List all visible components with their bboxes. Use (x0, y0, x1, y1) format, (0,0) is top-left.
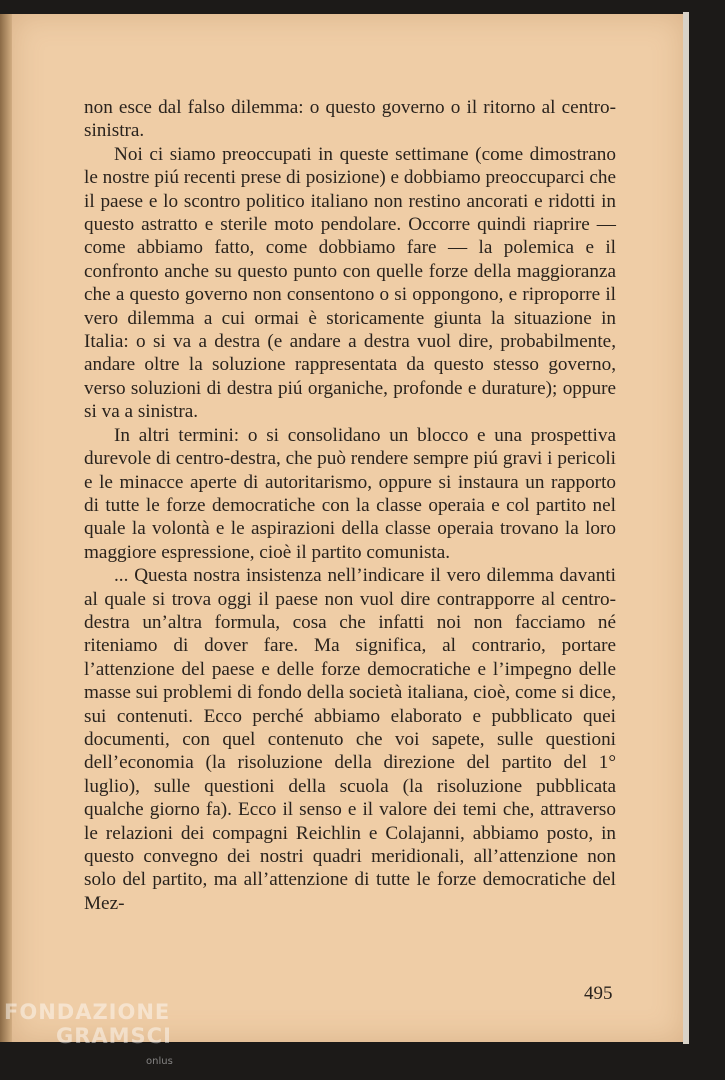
page-edge (683, 12, 689, 1044)
paragraph-3: In altri termini: o si consolidano un blocco e una prospettiva durevole di centro-destra, che può rendere sempre piú gravi i pericoli e le minacce aperte di autoritarismo, oppure si instaura un rapporto di tutte le forze democratiche con la classe operaia e col partito nel quale la volontà e le aspirazioni della classe operaia trovano la loro maggiore espressione, cioè il partito comunista. (84, 424, 616, 563)
page-number: 495 (584, 983, 613, 1004)
paragraph-4: ... Questa nostra insistenza nell’indicare il vero dilemma davanti al quale si trova oggi il paese non vuol dire contrapporre al centro-destra un’altra formula, cosa che infatti noi non facciamo né riteniamo di dover fare. Ma significa, al contrario, portare l’attenzione del paese e delle forze democratiche e l’impegno delle masse sui problemi di fondo della società italiana, cioè, come si dice, sui contenuti. Ecco perché abbiamo elaborato e pubblicato quei documenti, con quel contenuto che voi sapete, sulle questioni dell’economia (la risoluzione della direzione del partito del 1° luglio), sulle questioni della scuola (la risoluzione pubblicata qualche giorno fa). Ecco il senso e il valore dei temi che, attraverso le relazioni dei compagni Reichlin e Colajanni, abbiamo posto, in questo convegno dei nostri quadri meridionali, all’attenzione non solo del partito, ma all’attenzione di tutte le forze democratiche del Mez- (84, 565, 616, 914)
paragraph-1: non esce dal falso dilemma: o questo governo o il ritorno al centro-sinistra. (84, 97, 616, 142)
body-text (84, 96, 616, 915)
watermark-line1: FONDAZIONE (4, 1000, 171, 1024)
watermark-line2: GRAMSCI (56, 1024, 172, 1048)
paragraph-2: Noi ci siamo preoccupati in queste settimane (come dimostrano le nostre piú recenti prese di posizione) e dobbiamo preoccuparci che il paese e lo scontro politico italiano non restino ancorati e ridotti in questo astratto e sterile moto pendolare. Occorre quindi riaprire — come abbiamo fatto, come dobbiamo fare — la polemica e il confronto anche su questo punto con quelle forze della maggioranza che a questo governo non consentono o si oppongono, e riproporre il vero dilemma a cui ormai è storicamente giunta la situazione in Italia: o si va a destra (e andare a destra vuol dire, probabilmente, andare oltre la soluzione rappresentata da questo stesso governo, verso soluzioni di destra piú organiche, profonde e durature); oppure si va a sinistra. (84, 143, 616, 423)
watermark-logo (4, 1000, 173, 1067)
watermark-onlus: onlus (146, 1056, 173, 1067)
